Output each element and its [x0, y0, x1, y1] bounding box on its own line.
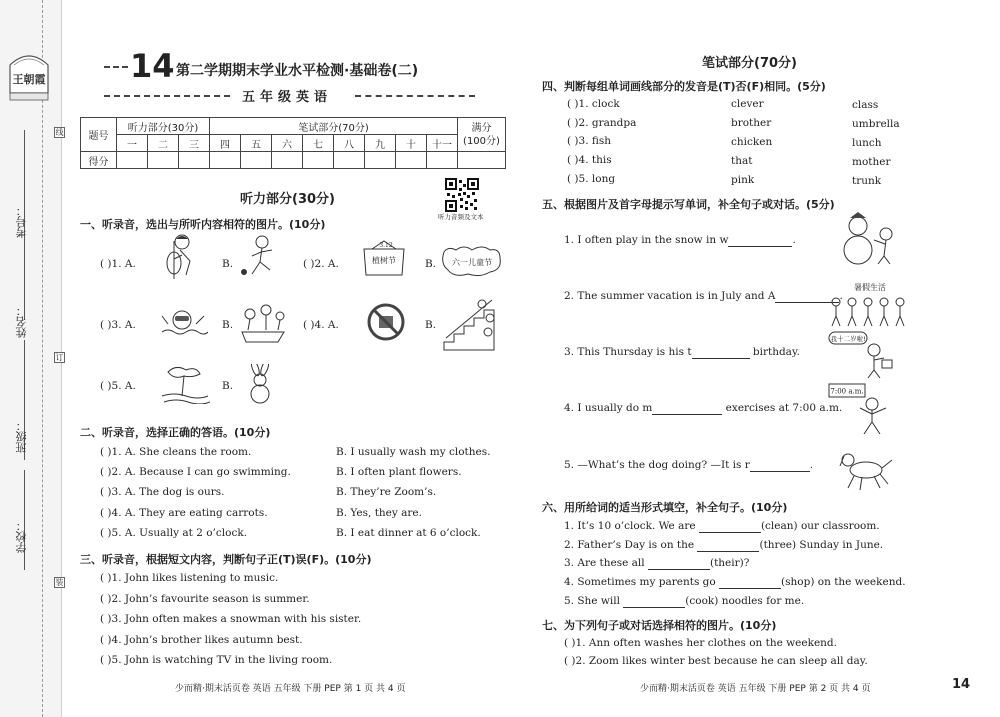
s3-item: ( )3. John often makes a snowman with his sister.: [100, 613, 362, 625]
calendar-date-text: 3.12: [379, 242, 393, 249]
score-cell[interactable]: [272, 152, 303, 169]
s6-item2-post: Sunday in June.: [796, 539, 884, 551]
s4-word-2: brother: [731, 117, 772, 129]
score-cell[interactable]: [148, 152, 179, 169]
s6-blank3[interactable]: [648, 557, 710, 570]
score-col: 六: [272, 135, 303, 152]
s6-item4: [564, 576, 906, 589]
tree-day-text: 植树节: [372, 256, 396, 265]
score-full-value: (100分): [463, 135, 500, 147]
boy-playing-football-pic: [238, 234, 282, 278]
paper-subtitle: 五年级英语: [242, 90, 333, 105]
score-cell[interactable]: [365, 152, 396, 169]
s2-q5-a: ( )5. A. Usually at 2 o’clock.: [100, 527, 248, 539]
s4-word-main: ( )3. fish: [567, 135, 612, 147]
s5-blank5[interactable]: [750, 459, 810, 472]
score-cell[interactable]: [241, 152, 272, 169]
s5-item4-pre: 4. I usually do m: [564, 402, 653, 414]
score-cell[interactable]: [458, 152, 506, 169]
s4-word-3: trunk: [852, 175, 882, 187]
s2-q1-b: B. I usually wash my clothes.: [336, 446, 491, 458]
section3-title: 三、听录音，根据短文内容，判断句子正(T)误(F)。(10分): [80, 553, 372, 566]
s6-item1: [564, 520, 880, 533]
page-number: 14: [952, 677, 971, 692]
s6-item4-hint: (shop): [781, 576, 815, 588]
s6-item3: [564, 557, 749, 570]
s4-word-main: ( )1. clock: [567, 98, 620, 110]
tree-planting-day-pic: [360, 237, 408, 281]
s3-item: ( )1. John likes listening to music.: [100, 572, 279, 584]
s6-item4-pre: 4. Sometimes my parents go: [564, 576, 720, 588]
binding-strip: [0, 0, 62, 717]
score-col: 二: [148, 135, 179, 152]
summer-vacation-pic: [826, 280, 912, 328]
score-header-writing: 笔试部分(70分): [210, 118, 458, 135]
snowman-pic: [830, 212, 900, 266]
s3-item: ( )2. John’s favourite season is summer.: [100, 593, 310, 605]
label-school: 学校：: [15, 520, 28, 553]
tree-by-river-pic: [160, 362, 210, 404]
s1-q3-label: ( )3. A.: [100, 319, 136, 331]
s7-item: ( )2. Zoom likes winter best because he can sleep all day.: [564, 655, 868, 667]
s4-word-2: pink: [731, 174, 755, 186]
s1-q4-label: ( )4. A.: [303, 319, 339, 331]
twelfth-birthday-text: 我十二岁啦!: [830, 335, 866, 343]
subtitle-dash-right: [355, 95, 475, 97]
s4-word-3: lunch: [852, 137, 882, 149]
score-col: 十一: [427, 135, 458, 152]
cut-mark-bind: 订: [55, 353, 64, 362]
s7-item: ( )1. Ann often washes her clothes on the weekend.: [564, 637, 837, 649]
s6-item5-hint: (cook): [685, 595, 719, 607]
score-col: 八: [334, 135, 365, 152]
s1-q2-label: ( )2. A.: [303, 258, 339, 270]
paper-title: 第二学期期末学业水平检测·基础卷(二): [176, 63, 419, 79]
clock-time-text: 7:00 a.m.: [830, 387, 864, 396]
s6-item5: [564, 595, 804, 608]
score-cell[interactable]: [210, 152, 241, 169]
s5-item2-pre: 2. The summer vacation is in July and A: [564, 290, 776, 302]
s2-q1-a: ( )1. A. She cleans the room.: [100, 446, 252, 458]
section4-title: 四、判断每组单词画线部分的发音是(T)否(F)相同。(5分): [542, 80, 826, 93]
s6-item5-post: noodles for me.: [718, 595, 805, 607]
no-climbing-sign-pic: [366, 302, 406, 342]
section7-title: 七、为下列句子或对话选择相符的图片。(10分): [542, 619, 777, 632]
s6-blank5[interactable]: [623, 595, 685, 608]
s2-q3-b: B. They’re Zoom’s.: [336, 486, 437, 498]
score-col: 四: [210, 135, 241, 152]
s4-word-2: chicken: [731, 136, 773, 148]
s2-q2-a: ( )2. A. Because I can go swimming.: [100, 466, 291, 478]
score-cell[interactable]: [303, 152, 334, 169]
score-col: 一: [117, 135, 148, 152]
section2-title: 二、听录音，选择正确的答语。(10分): [80, 426, 271, 439]
s5-item3: [564, 346, 800, 359]
s6-blank4[interactable]: [719, 576, 781, 589]
s4-word-3: umbrella: [852, 118, 900, 130]
label-exam-no: 考号：: [15, 205, 28, 238]
rabbit-pic: [240, 364, 280, 408]
s6-item1-pre: 1. It’s 10 o’clock. We are: [564, 520, 699, 532]
childrens-day-pic: [440, 244, 504, 280]
s6-item4-post: on the weekend.: [814, 576, 906, 588]
s5-blank1[interactable]: [728, 234, 792, 247]
s1-q1-label: ( )1. A.: [100, 258, 136, 270]
s4-word-main: ( )5. long: [567, 173, 616, 185]
s6-item1-post: our classroom.: [797, 520, 880, 532]
writing-heading: 笔试部分(70分): [702, 56, 797, 71]
childrens-day-text: 六一儿童节: [452, 258, 492, 267]
s5-blank3[interactable]: [692, 346, 750, 359]
s5-item3-pre: 3. This Thursday is his t: [564, 346, 692, 358]
birthday-boy-pic: [828, 330, 894, 378]
s4-word-2: clever: [731, 98, 764, 110]
s6-item2-hint: (three): [759, 539, 797, 551]
score-table: [80, 117, 506, 169]
s6-item5-pre: 5. She will: [564, 595, 624, 607]
s1-q4-b: B.: [425, 319, 437, 331]
s5-item1-pre: 1. I often play in the snow in w: [564, 234, 729, 246]
score-header-qno: 题号: [81, 118, 117, 152]
score-cell[interactable]: [396, 152, 427, 169]
s6-blank1[interactable]: [699, 520, 761, 533]
s5-item3-post: birthday.: [749, 346, 800, 358]
s2-q4-b: B. Yes, they are.: [336, 507, 422, 519]
logo-text: 王朝霞: [12, 73, 46, 86]
s5-item4: [564, 402, 842, 415]
s6-item3-hint: (their): [709, 557, 744, 569]
score-cell[interactable]: [427, 152, 458, 169]
boy-playing-cello-pic: [160, 233, 200, 281]
qr-code-icon[interactable]: [445, 178, 479, 212]
score-header-full: [458, 118, 506, 152]
s2-q5-b: B. I eat dinner at 6 o’clock.: [336, 527, 481, 539]
score-row-label: 得分: [81, 152, 117, 169]
children-on-stairs-pic: [442, 294, 500, 352]
s4-word-3: mother: [852, 156, 891, 168]
s5-item1-post: .: [792, 234, 796, 246]
score-cell[interactable]: [117, 152, 148, 169]
score-cell[interactable]: [334, 152, 365, 169]
label-name: 姓名：: [15, 305, 28, 338]
s2-q2-b: B. I often plant flowers.: [336, 466, 462, 478]
s5-item5-pre: 5. —What’s the dog doing? —It is r: [564, 459, 750, 471]
s2-q3-a: ( )3. A. The dog is ours.: [100, 486, 225, 498]
score-col: 三: [179, 135, 210, 152]
boy-swimming-pic: [160, 302, 208, 342]
s6-item2: [564, 539, 883, 552]
s1-q1-b: B.: [222, 258, 234, 270]
cut-mark-line: 线: [55, 128, 64, 137]
s4-word-main: ( )2. grandpa: [567, 117, 637, 129]
publisher-logo: [4, 45, 54, 105]
section5-title: 五、根据图片及首字母提示写单词，补全句子或对话。(5分): [542, 198, 835, 211]
s5-item2: [564, 290, 843, 303]
s5-blank4[interactable]: [652, 402, 722, 415]
running-dog-pic: [836, 446, 894, 492]
s5-item4-post: exercises at 7:00 a.m.: [722, 402, 843, 414]
s1-q2-b: B.: [425, 258, 437, 270]
footer-left: 少而精·期末活页卷 英语 五年级 下册 PEP 第 1 页 共 4 页: [175, 684, 406, 694]
score-cell[interactable]: [179, 152, 210, 169]
label-class: 班级：: [15, 420, 28, 453]
s3-item: ( )5. John is watching TV in the living room.: [100, 654, 333, 666]
s6-blank2[interactable]: [697, 539, 759, 552]
s6-item1-hint: (clean): [760, 520, 798, 532]
s4-word-3: class: [852, 99, 879, 111]
s3-item: ( )4. John’s brother likes autumn best.: [100, 634, 303, 646]
subtitle-dash-left: [104, 95, 230, 97]
s5-item2-post: .: [839, 290, 843, 302]
s4-word-2: that: [731, 155, 753, 167]
s6-item3-post: ?: [743, 557, 750, 569]
summer-vacation-text: 暑假生活: [854, 283, 886, 292]
s6-item2-pre: 2. Father’s Day is on the: [564, 539, 698, 551]
s5-item5: [564, 459, 813, 472]
score-col: 七: [303, 135, 334, 152]
paper-number: 14: [130, 47, 175, 85]
score-col: 九: [365, 135, 396, 152]
listening-heading: 听力部分(30分): [240, 192, 335, 207]
s5-item1: [564, 234, 796, 247]
section1-title: 一、听录音，选出与所听内容相符的图片。(10分): [80, 218, 326, 231]
family-picnic-pic: [236, 300, 290, 344]
footer-right: 少而精·期末活页卷 英语 五年级 下册 PEP 第 2 页 共 4 页: [640, 684, 871, 694]
score-full-label: 满分: [471, 122, 492, 134]
s1-q5-label: ( )5. A.: [100, 380, 136, 392]
s6-item3-pre: 3. Are these all: [564, 557, 648, 569]
morning-exercise-pic: [828, 382, 892, 436]
score-header-listening: 听力部分(30分): [117, 118, 210, 135]
score-col: 十: [396, 135, 427, 152]
s1-q5-b: B.: [222, 380, 234, 392]
title-dash-left: [104, 66, 128, 68]
s4-word-main: ( )4. this: [567, 154, 612, 166]
s2-q4-a: ( )4. A. They are eating carrots.: [100, 507, 268, 519]
binding-dashed-line: [42, 0, 43, 717]
s5-item5-post: .: [809, 459, 814, 471]
qr-caption: 听力音频及文本: [438, 213, 484, 221]
section6-title: 六、用所给词的适当形式填空，补全句子。(10分): [542, 501, 788, 514]
score-col: 五: [241, 135, 272, 152]
cut-mark-staple: 装: [55, 578, 64, 587]
s1-q3-b: B.: [222, 319, 234, 331]
